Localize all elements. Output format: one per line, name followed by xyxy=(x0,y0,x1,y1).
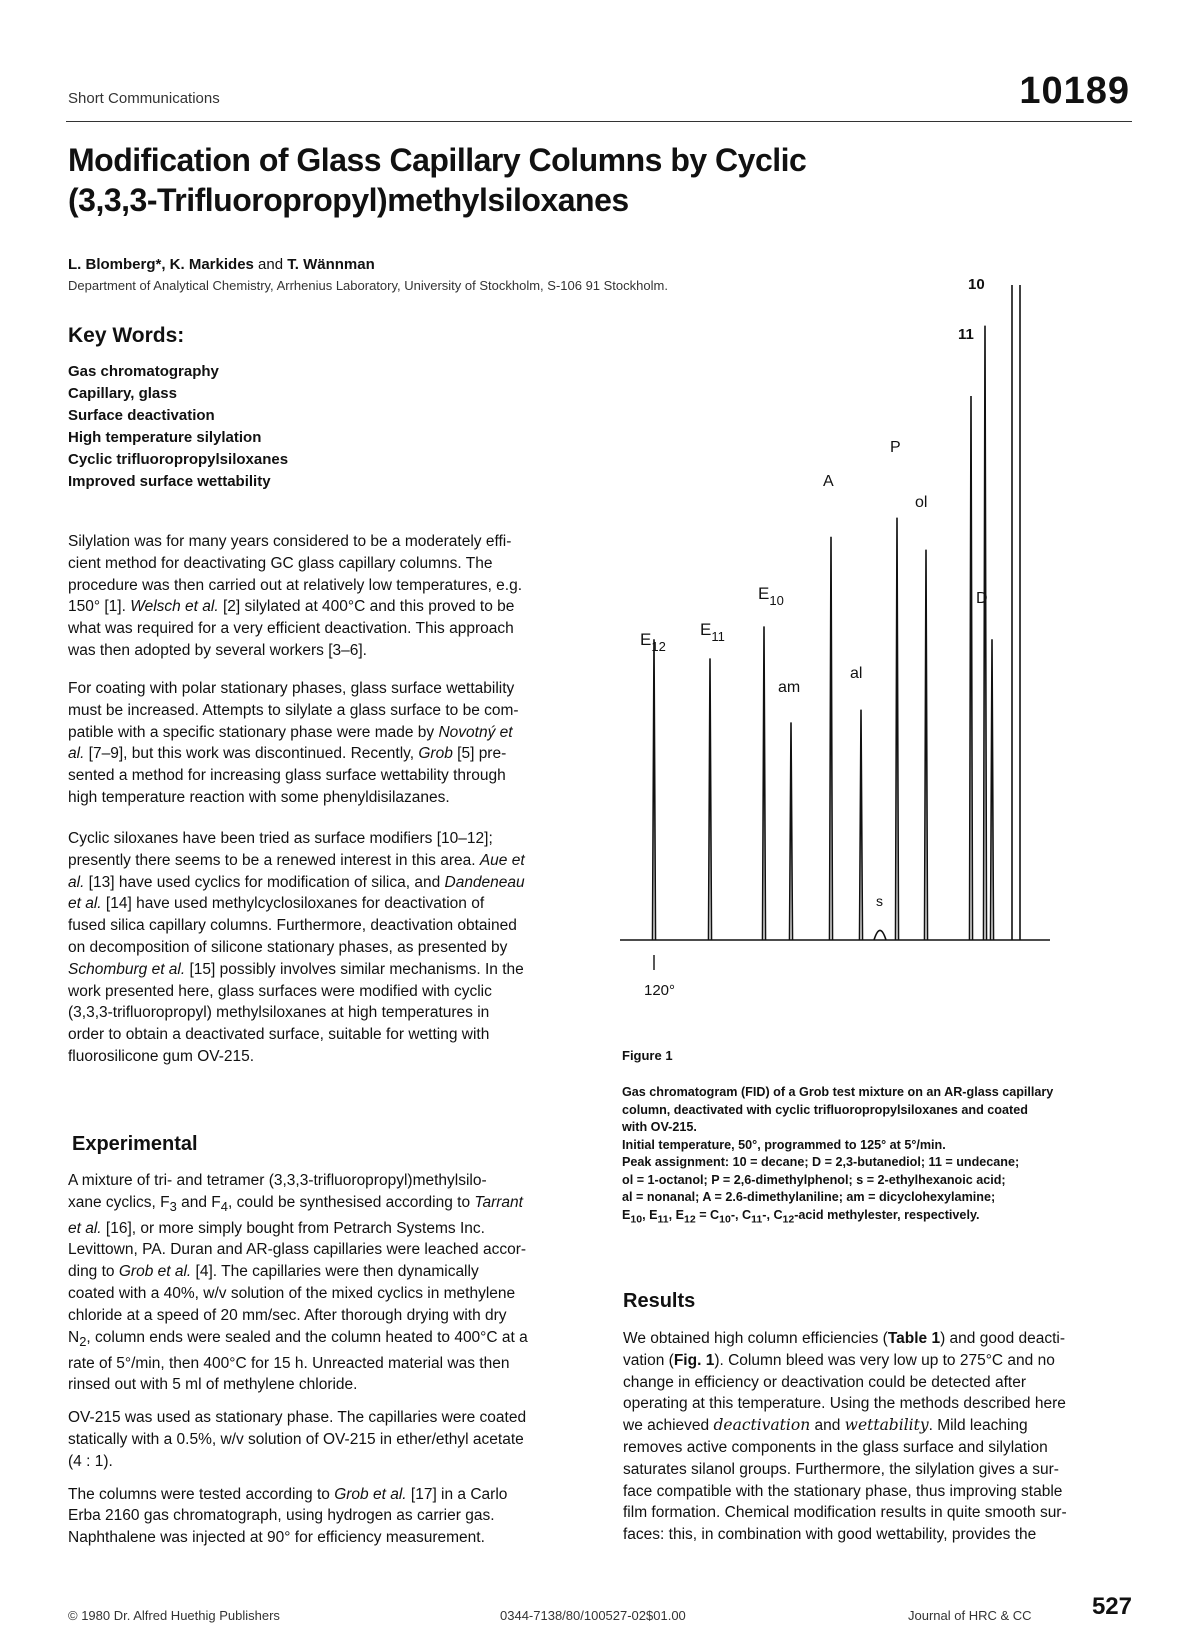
subscript: 10 xyxy=(630,1213,643,1226)
peak-ol xyxy=(925,550,928,940)
text-span: removes active components in the glass surface and silylation xyxy=(623,1438,1048,1456)
citation-author: Grob xyxy=(418,745,453,763)
peak-label-sub: 10 xyxy=(769,593,784,608)
title-line-2: (3,3,3-Trifluoropropyl)methylsiloxanes xyxy=(68,182,629,218)
intro-paragraph-1 xyxy=(68,531,580,662)
text-span: with OV-215. xyxy=(622,1120,697,1134)
text-span: vation ( xyxy=(623,1351,674,1369)
text-span: = C xyxy=(695,1207,720,1222)
text-line: Silylation was for many years considered to be a moderately effi- xyxy=(68,533,512,550)
text-span: , E xyxy=(668,1207,685,1222)
text-line: fluorosilicone gum OV-215. xyxy=(68,1047,255,1065)
text-span: [4]. The capillaries were then dynamically xyxy=(191,1263,479,1281)
peak-label-al: al xyxy=(850,665,863,682)
text-line: Cyclic siloxanes have been tried as surface modifiers [10–12]; xyxy=(68,830,493,847)
text-line: For coating with polar stationary phases, glass surface wettability xyxy=(68,680,515,697)
author-last: T. Wännman xyxy=(287,256,375,273)
text-line xyxy=(68,872,580,894)
experimental-heading: Experimental xyxy=(72,1133,198,1155)
text-line: high temperature reaction with some phenyldisilazanes. xyxy=(68,788,450,806)
text-span: change in efficiency or deactivation could be detected after xyxy=(623,1373,1026,1391)
subscript: 3 xyxy=(169,1198,177,1214)
citation-author: et al. xyxy=(68,895,102,913)
text-line: must be increased. Attempts to silylate a glass surface to be com- xyxy=(68,701,519,719)
peak-label-text: E xyxy=(758,584,770,603)
text-span: film formation. Chemical modification results in quite smooth sur- xyxy=(623,1504,1067,1522)
subscript: 12 xyxy=(782,1213,795,1226)
temp-marker-label: 120° xyxy=(644,982,676,999)
peak-label-s: s xyxy=(876,893,883,909)
peak-label-10: 10 xyxy=(968,276,985,293)
text-line xyxy=(68,850,580,872)
results-body xyxy=(623,1328,1129,1546)
citation-author: Tarrant xyxy=(474,1193,523,1211)
text-span: rate of 5°/min, then 400°C for 15 h. Unreacted material was then xyxy=(68,1354,510,1372)
text-span: , column ends were sealed and the column heated to 400°C at a xyxy=(86,1328,528,1346)
text-span: Gas chromatogram (FID) of a Grob test mixture on an AR-glass capillary xyxy=(622,1085,1054,1099)
text-span: patible with a specific stationary phase were made by xyxy=(68,723,439,741)
peak-label-sub: 11 xyxy=(711,629,725,644)
text-span: Erba 2160 gas chromatograph, using hydrogen as carrier gas. xyxy=(68,1507,495,1525)
footer-code: 0344-7138/80/100527-02$01.00 xyxy=(500,1608,686,1623)
peak-label-E10 xyxy=(758,584,784,608)
figure-label: Figure 1 xyxy=(622,1048,673,1063)
subscript: 4 xyxy=(220,1198,228,1214)
subscript: 2 xyxy=(79,1333,87,1349)
text-span: [15] possibly involves similar mechanisms. In the xyxy=(185,960,524,978)
text-span: column, deactivated with cyclic trifluoropropylsiloxanes and coated xyxy=(622,1102,1028,1117)
text-span: N xyxy=(68,1328,80,1346)
text-line: on decomposition of silicone stationary phases, as presented by xyxy=(68,938,508,956)
text-span: and xyxy=(810,1417,845,1435)
text-span: coated with a 40%, w/v solution of the mixed cyclics in methylene xyxy=(68,1285,516,1303)
text-span: , could be synthesised according to xyxy=(227,1193,475,1211)
text-line xyxy=(68,596,580,618)
keyword-item: Capillary, glass xyxy=(68,385,177,402)
citation-author: Grob et al. xyxy=(118,1263,192,1281)
text-span: xane cyclics, F xyxy=(68,1193,170,1211)
text-line: work presented here, glass surfaces were modified with cyclic xyxy=(68,982,492,1000)
text-span: ol = 1-octanol; P = 2,6-dimethylphenol; s = 2-ethylhexanoic acid; xyxy=(622,1172,1006,1187)
text-span: Initial temperature, 50°, programmed to 125° at 5°/min. xyxy=(622,1137,946,1152)
peak-al xyxy=(860,710,863,940)
emphasis: deactivation xyxy=(713,1416,811,1435)
footer-copyright: © 1980 Dr. Alfred Huethig Publishers xyxy=(68,1608,280,1623)
text-line: sented a method for increasing glass surface wettability through xyxy=(68,767,506,785)
text-span: presently there seems to be a renewed interest in this area. xyxy=(68,851,480,869)
results-heading: Results xyxy=(623,1290,696,1312)
experimental-paragraph-1 xyxy=(68,1170,580,1396)
text-span: Levittown, PA. Duran and AR-glass capillaries were leached accor- xyxy=(68,1241,527,1259)
text-span: ding to xyxy=(68,1263,119,1281)
text-span: faces: this, in combination with good wettability, provides the xyxy=(623,1526,1037,1544)
subscript: 11 xyxy=(657,1213,669,1226)
peak-label-ol: ol xyxy=(915,494,928,511)
text-span: 150° [1]. xyxy=(68,598,131,616)
author-names: L. Blomberg*, K. Markides xyxy=(68,256,254,273)
peak-s xyxy=(874,930,886,940)
keyword-item: Cyclic trifluoropropylsiloxanes xyxy=(68,451,289,468)
text-line xyxy=(68,959,580,981)
peak-label-E11 xyxy=(700,620,725,644)
intro-paragraph-3 xyxy=(68,828,580,1068)
text-span: ). Column bleed was very low up to 275°C and no xyxy=(714,1351,1055,1369)
text-line: order to obtain a deactivated surface, suitable for wetting with xyxy=(68,1026,490,1044)
peak-label-sub: 12 xyxy=(651,639,666,654)
peak-11 xyxy=(970,396,973,940)
text-line xyxy=(68,893,580,915)
peak-label-P: P xyxy=(890,439,901,456)
peak-P xyxy=(896,518,899,940)
text-span: and F xyxy=(176,1193,221,1211)
subscript: 12 xyxy=(684,1213,696,1226)
peak-label-D: D xyxy=(976,590,988,607)
citation-author: Grob et al. xyxy=(334,1485,407,1503)
experimental-body xyxy=(68,1170,580,1560)
text-line: was then adopted by several workers [3–6]. xyxy=(68,641,367,659)
text-span: al = nonanal; A = 2.6-dimethylaniline; am = dicyclohexylamine; xyxy=(622,1190,996,1204)
text-span: Peak assignment: 10 = decane; D = 2,3-butanediol; 11 = undecane; xyxy=(622,1155,1020,1169)
text-line: what was required for a very efficient deactivation. This approach xyxy=(68,620,514,638)
text-line: (3,3,3-trifluoropropyl) methylsiloxanes at high temperatures in xyxy=(68,1004,490,1022)
citation-author: Dandeneau xyxy=(444,873,525,891)
peak-am xyxy=(790,722,793,940)
peak-label-11: 11 xyxy=(958,326,974,343)
header-rule xyxy=(66,121,1132,122)
text-span: We obtained high column efficiencies ( xyxy=(623,1330,888,1347)
footer-journal: Journal of HRC & CC xyxy=(908,1608,1032,1623)
peak-label-am: am xyxy=(778,679,801,696)
text-line xyxy=(68,722,580,744)
peak-label-text: E xyxy=(640,630,652,649)
text-span: saturates silanol groups. Furthermore, the silylation gives a sur- xyxy=(623,1460,1059,1478)
text-span: [13] have used cyclics for modification of silica, and xyxy=(84,873,445,891)
text-span: A mixture of tri- and tetramer (3,3,3-trifluoropropyl)methylsilo- xyxy=(68,1172,487,1189)
text-span: [17] in a Carlo xyxy=(406,1485,508,1503)
figure-ref: Fig. 1 xyxy=(673,1351,715,1369)
text-span: rinsed out with 5 ml of methylene chloride. xyxy=(68,1376,358,1394)
text-span: OV-215 was used as stationary phase. The capillaries were coated xyxy=(68,1409,527,1427)
text-span: face compatible with the stationary phase, thus improving stable xyxy=(623,1482,1063,1500)
citation-author: Schomburg et al. xyxy=(68,960,186,978)
citation-author: al. xyxy=(68,745,85,763)
keywords-list xyxy=(68,361,288,493)
text-span: operating at this temperature. Using the methods described here xyxy=(623,1395,1066,1413)
section-label: Short Communications xyxy=(68,90,220,107)
keyword-item: Gas chromatography xyxy=(68,363,219,380)
caption-text xyxy=(622,1084,1128,1229)
citation-author: al. xyxy=(68,873,85,891)
peak-label-text: E xyxy=(700,620,712,639)
page-code: 10189 xyxy=(1019,70,1130,112)
peak-label-E12 xyxy=(640,630,666,654)
text-span: E xyxy=(622,1207,631,1222)
authors xyxy=(68,256,375,273)
subscript: 10 xyxy=(719,1213,731,1226)
text-line: procedure was then carried out at relatively low temperatures, e.g. xyxy=(68,576,523,594)
citation-author: Welsch et al. xyxy=(130,598,219,616)
text-span: chloride at a speed of 20 mm/sec. After thorough drying with dry xyxy=(68,1306,507,1324)
emphasis: wettability xyxy=(844,1416,929,1435)
figure-caption xyxy=(622,1084,1128,1229)
keyword-item: High temperature silylation xyxy=(68,429,262,446)
experimental-paragraph-2 xyxy=(68,1407,580,1472)
page-number: 527 xyxy=(1091,1593,1132,1620)
text-span: -acid methylester, respectively. xyxy=(794,1207,980,1222)
peak-10 xyxy=(984,326,987,940)
text-span: , E xyxy=(642,1207,658,1222)
citation-author: et al. xyxy=(68,1219,102,1237)
results-paragraph xyxy=(623,1328,1129,1546)
text-span: [7–9], but this work was discontinued. Recently, xyxy=(84,745,419,763)
text-span: Naphthalene was injected at 90° for efficiency measurement. xyxy=(68,1529,485,1547)
citation-author: Novotný et xyxy=(438,723,513,741)
title-line-1: Modification of Glass Capillary Columns by Cyclic xyxy=(68,142,807,178)
text-span: -, C xyxy=(762,1207,783,1222)
text-span: The columns were tested according to xyxy=(68,1485,335,1503)
text-span: we achieved xyxy=(623,1417,714,1435)
text-span: [5] pre- xyxy=(452,745,507,763)
text-line: fused silica capillary columns. Furthermore, deactivation obtained xyxy=(68,917,517,935)
chromatogram-trace xyxy=(620,285,1050,940)
keyword-item: Improved surface wettability xyxy=(68,473,271,490)
text-span: [2] silylated at 400°C and this proved to be xyxy=(218,598,515,616)
affiliation: Department of Analytical Chemistry, Arrhenius Laboratory, University of Stockholm, S-106 91 Stockholm. xyxy=(68,278,668,293)
keyword-item: Surface deactivation xyxy=(68,407,215,424)
intro-paragraph-2 xyxy=(68,678,580,809)
experimental-paragraph-3 xyxy=(68,1484,580,1549)
text-span: ) and good deacti- xyxy=(940,1330,1066,1347)
subscript: 11 xyxy=(751,1213,763,1226)
citation-author: Aue et xyxy=(479,851,525,869)
text-span: statically with a 0.5%, w/v solution of OV-215 in ether/ethyl acetate xyxy=(68,1430,524,1448)
peak-D xyxy=(991,639,994,940)
text-line: cient method for deactivating GC glass capillary columns. The xyxy=(68,554,493,572)
author-and: and xyxy=(253,256,288,273)
text-span: . Mild leaching xyxy=(928,1417,1028,1435)
page-title xyxy=(68,140,968,220)
text-span: (4 : 1). xyxy=(68,1452,113,1470)
peak-label-A: A xyxy=(823,473,834,490)
peak-E10 xyxy=(763,626,766,940)
text-line xyxy=(68,743,580,765)
peak-A xyxy=(830,537,833,940)
text-span: [16], or more simply bought from Petrarch Systems Inc. xyxy=(101,1219,485,1237)
peak-E12 xyxy=(653,639,656,940)
table-ref: Table 1 xyxy=(887,1330,941,1347)
chromatogram-figure xyxy=(640,276,1120,1045)
text-span: -, C xyxy=(730,1207,752,1222)
text-span: [14] have used methylcyclosiloxanes for deactivation of xyxy=(101,895,485,913)
peak-E11 xyxy=(709,658,712,940)
keywords-heading: Key Words: xyxy=(68,324,185,347)
